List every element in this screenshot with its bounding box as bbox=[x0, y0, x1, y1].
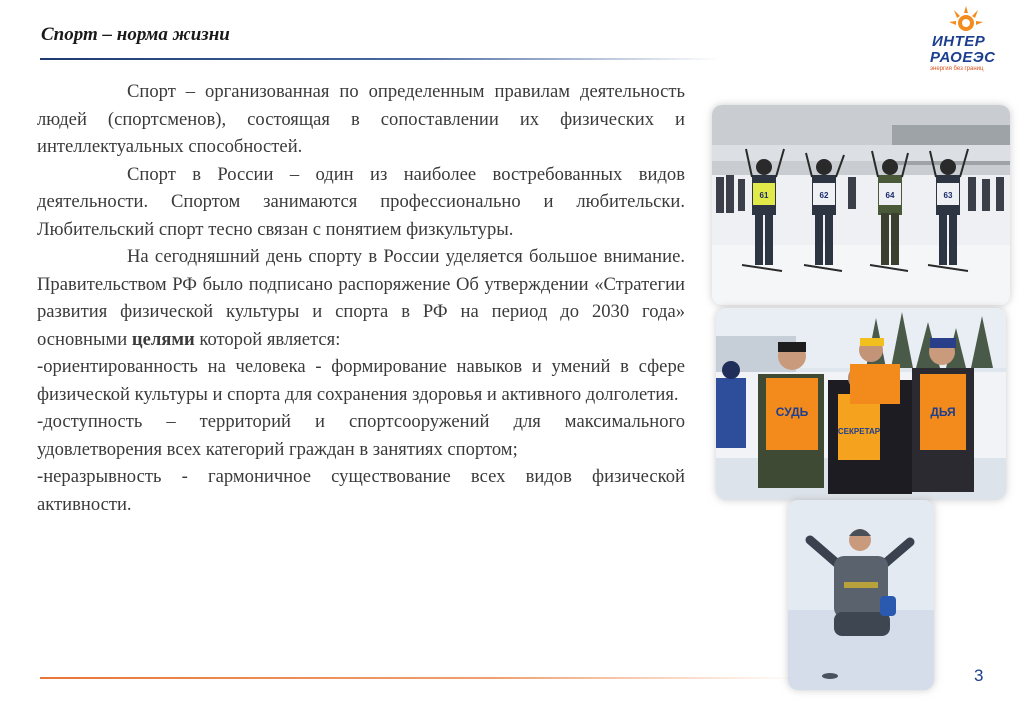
goals-bold-word: целями bbox=[131, 328, 195, 350]
bib-number: 62 bbox=[819, 191, 829, 200]
strategy-text: На сегодняшний день спорту в России уделяется большое внимание. Правительством РФ было подписано распоряжение Об утверждении «Стратегии развития физической культуры и спорта в РФ на период до 2030 года» основными bbox=[37, 246, 685, 350]
goal-item: -ориентированность на человека - формирование навыков и умений в сфере физической культуры и спорта для сохранения здоровья и активного долголетия. bbox=[37, 356, 685, 405]
paragraph-sport-definition: Спорт – организованная по определенным правилам деятельность людей (спортсменов), состоящая в сопоставлении их физических и интеллектуальных способностей. bbox=[37, 81, 685, 157]
company-logo bbox=[928, 6, 1004, 76]
paragraph-sport-in-russia: Спорт в России – один из наиболее востребованных видов деятельности. Спортом занимаются профессионально и любительски. Любительский спорт тесно связан с понятием физкультуры. bbox=[37, 163, 685, 240]
judges-photo bbox=[716, 308, 1006, 500]
skiers-photo bbox=[712, 105, 1010, 305]
logo-tagline: энергия без границ bbox=[930, 66, 984, 72]
strategy-text-end: которой является: bbox=[194, 328, 341, 350]
bib-number: 61 bbox=[759, 191, 769, 200]
vest-label: СЕКРЕТАР bbox=[837, 427, 881, 436]
vest-label: ДЬЯ bbox=[930, 405, 956, 419]
goal-item: -доступность – территорий и спортсооружений для максимального удовлетворения всех категорий граждан в занятиях спортом; bbox=[37, 411, 685, 460]
slide-title: Спорт – норма жизни bbox=[41, 24, 230, 45]
page-number: 3 bbox=[974, 666, 984, 685]
logo-line2: РАОЕЭС bbox=[930, 49, 996, 66]
paragraph-strategy bbox=[37, 243, 685, 353]
vest-label: СУДЬ bbox=[775, 405, 809, 419]
sun-logo-icon bbox=[948, 6, 984, 36]
main-text bbox=[37, 78, 685, 518]
bib-number: 63 bbox=[943, 191, 953, 200]
ice-fishing-photo bbox=[788, 500, 934, 690]
goal-item: -неразрывность - гармоничное существование всех видов физической активности. bbox=[37, 466, 685, 515]
title-divider bbox=[40, 58, 720, 60]
logo-line1: ИНТЕР bbox=[932, 33, 986, 50]
bib-number: 64 bbox=[885, 191, 895, 200]
footer-divider bbox=[40, 677, 800, 679]
